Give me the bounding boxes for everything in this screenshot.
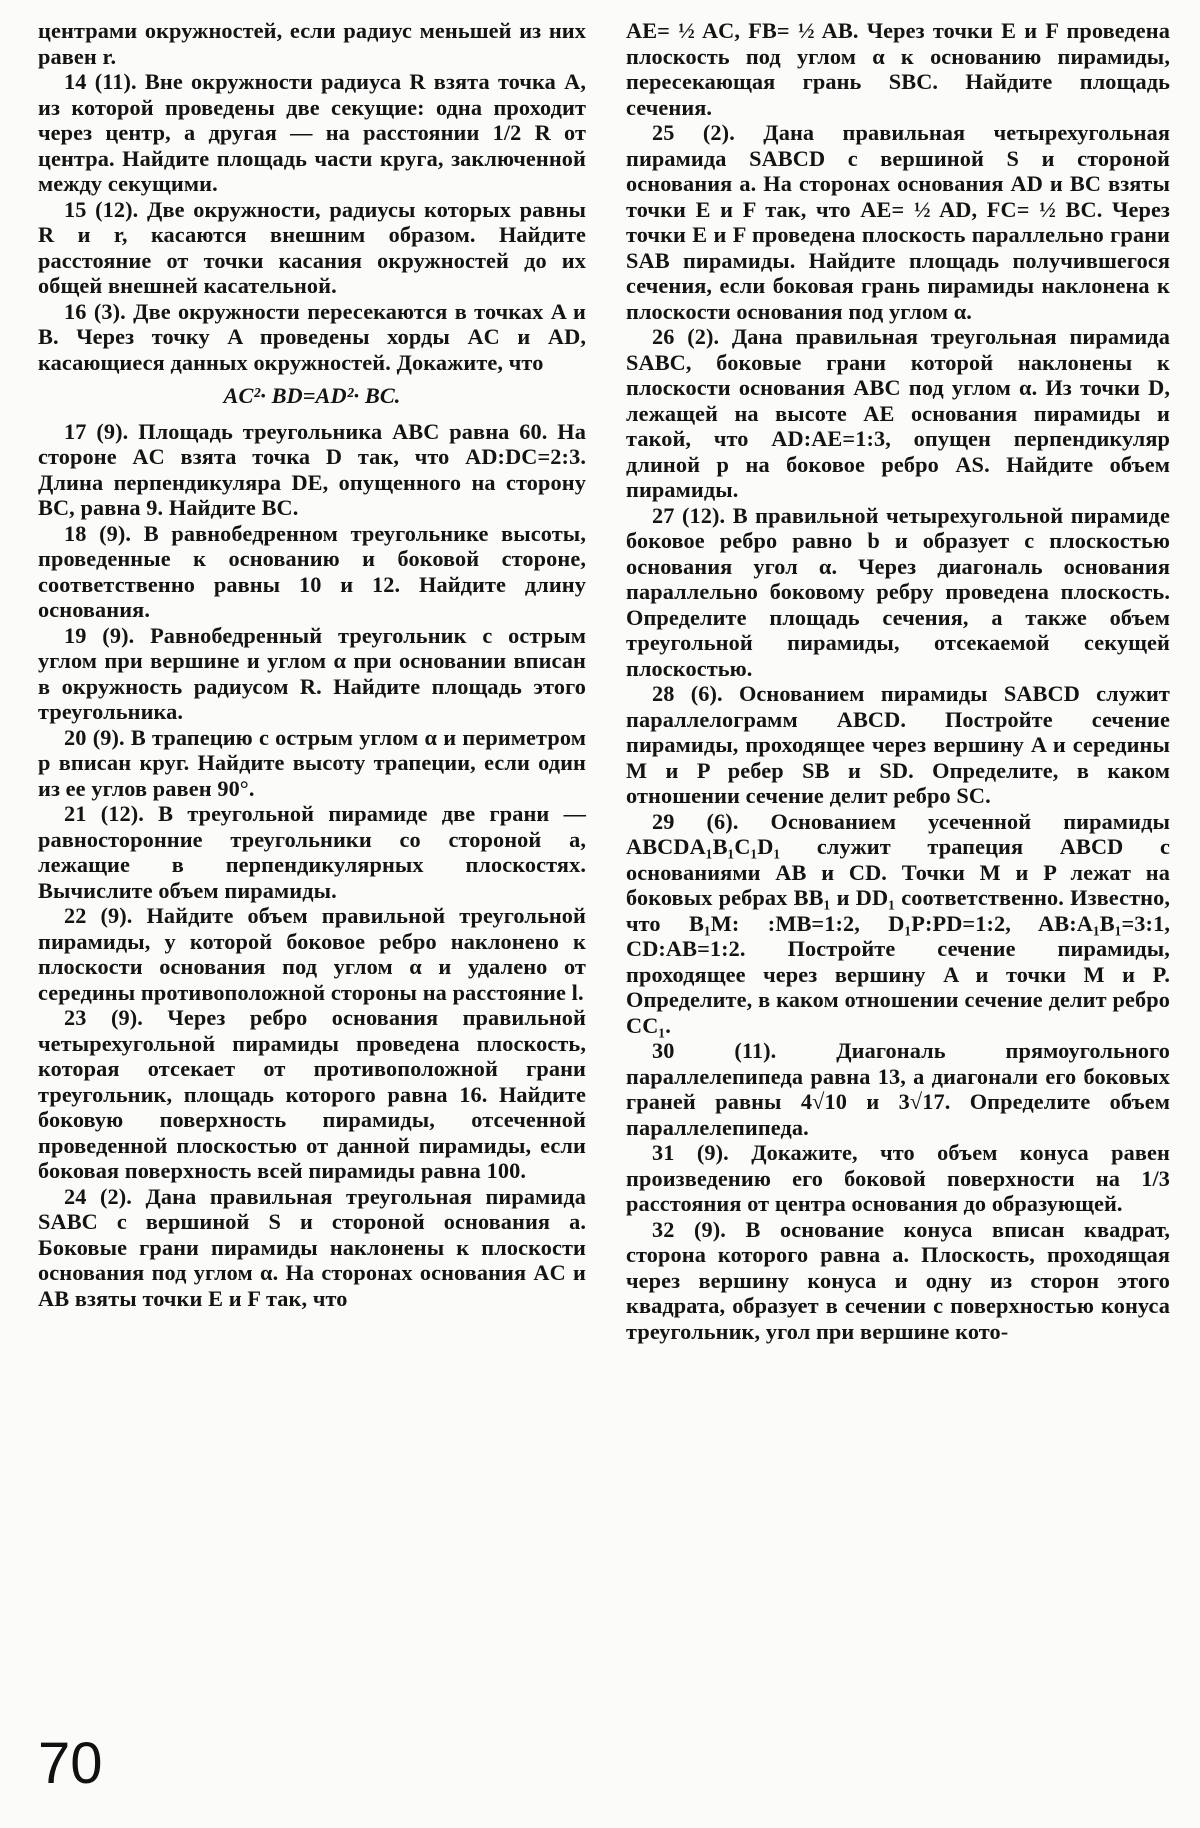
problem-31: 31 (9). Докажите, что объем конуса равен произведению его боковой поверхности на 1/3 расстояния от центра основания до образующей. [626, 1140, 1170, 1216]
problem-16: 16 (3). Две окружности пересекаются в точках A и B. Через точку A проведены хорды AC и AD, касающиеся данных окружностей. Докажите, что [38, 298, 586, 375]
problem-24-continuation: AE= ½ AC, FB= ½ AB. Через точки E и F проведена плоскость под углом α к основанию пирамиды, пересекающая грань SBC. Найдите площадь сечения. [626, 18, 1170, 120]
page-number: 70 [38, 1731, 103, 1796]
problem-23: 23 (9). Через ребро основания правильной четырехугольной пирамиды проведена плоскость, которая отсекает от противоположной грани треугольник, площадь которого равна 16. Найдите боковую поверхность пирамиды, отсеченной проведенной плоскостью от данной пирамиды, если боковая поверхность всей пирамиды равна 100. [38, 1005, 586, 1183]
left-column [38, 18, 586, 1311]
problem-32: 32 (9). В основание конуса вписан квадрат, сторона которого равна a. Плоскость, проходящая через вершину конуса и одну из сторон этого квадрата, образует в сечении с поверхностью конуса треугольник, угол при вершине кото- [626, 1216, 1170, 1344]
right-column [626, 18, 1170, 1344]
problem-20: 20 (9). В трапецию с острым углом α и периметром p вписан круг. Найдите высоту трапеции, если один из ее углов равен 90°. [38, 724, 586, 801]
problem-14: 14 (11). Вне окружности радиуса R взята точка A, из которой проведены две секущие: одна проходит через центр, а другая — на расстоянии 1/2 R от центра. Найдите площадь части круга, заключенной между секущими. [38, 69, 586, 196]
problem-27: 27 (12). В правильной четырехугольной пирамиде боковое ребро равно b и образует с плоскостью основания угол α. Через диагональ основания параллельно боковому ребру проведена плоскость. Определите площадь сечения, а также объем треугольной пирамиды, отсекаемой секущей плоскостью. [626, 502, 1170, 681]
formula-16: AC²· BD=AD²· BC. [223, 383, 401, 408]
problem-24: 24 (2). Дана правильная треугольная пирамида SABC с вершиной S и стороной основания a. Боковые грани пирамиды наклонены к плоскости основания под углом α. На сторонах основания AC и AB взяты точки E и F так, что [38, 1183, 586, 1311]
problem-28: 28 (6). Основанием пирамиды SABCD служит параллелограмм ABCD. Постройте сечение пирамиды, проходящее через вершину A и середины M и P ребер SB и SD. Определите, в каком отношении сечение делит ребро SC. [626, 681, 1170, 808]
problem-29: 29 (6). Основанием усеченной пирамиды ABCDA₁B₁C₁D₁ служит трапеция ABCD с основаниями AB и CD. Точки M и P лежат на боковых ребрах BB₁ и DD₁ соответственно. Известно, что B₁M: :MB=1:2, D₁P:PD=1:2, AB:A₁B₁=3:1, CD:AB=1:2. Постройте сечение пирамиды, проходящее через вершину A и точки M и P. Определите, в каком отношении сечение делит ребро CC₁. [626, 808, 1170, 1038]
problem-15: 15 (12). Две окружности, радиусы которых равны R и r, касаются внешним образом. Найдите расстояние от точки касания окружностей до их общей внешней касательной. [38, 196, 586, 298]
problem-17: 17 (9). Площадь треугольника ABC равна 60. На стороне AC взята точка D так, что AD:DC=2:3. Длина перпендикуляра DE, опущенного на сторону BC, равна 9. Найдите BC. [38, 418, 586, 520]
problem-25: 25 (2). Дана правильная четырехугольная пирамида SABCD с вершиной S и стороной основания a. На сторонах основания AD и BC взяты точки E и F так, что AE= ½ AD, FC= ½ BC. Через точки E и F проведена плоскость параллельно грани SAB пирамиды. Найдите площадь получившегося сечения, если боковая грань пирамиды наклонена к плоскости основания под углом α. [626, 120, 1170, 324]
problem-21: 21 (12). В треугольной пирамиде две грани — равносторонние треугольники со стороной a, лежащие в перпендикулярных плоскостях. Вычислите объем пирамиды. [38, 801, 586, 903]
paragraph-continuation: центрами окружностей, если радиус меньшей из них равен r. [38, 18, 586, 69]
problem-30: 30 (11). Диагональ прямоугольного параллелепипеда равна 13, а диагонали его боковых граней равны 4√10 и 3√17. Определите объем параллелепипеда. [626, 1038, 1170, 1140]
problem-22: 22 (9). Найдите объем правильной треугольной пирамиды, у которой боковое ребро наклонено к плоскости основания под углом α и удалено от середины противоположной стороны на расстояние l. [38, 903, 586, 1005]
problem-26: 26 (2). Дана правильная треугольная пирамида SABC, боковые грани которой наклонены к плоскости основания ABC под углом α. Из точки D, лежащей на высоте AE основания пирамиды и такой, что AD:AE=1:3, опущен перпендикуляр длиной p на боковое ребро AS. Найдите объем пирамиды. [626, 324, 1170, 502]
problem-19: 19 (9). Равнобедренный треугольник с острым углом при вершине и углом α при основании вписан в окружность радиусом R. Найдите площадь этого треугольника. [38, 622, 586, 724]
problem-18: 18 (9). В равнобедренном треугольнике высоты, проведенные к основанию и боковой стороне, соответственно равны 10 и 12. Найдите длину основания. [38, 520, 586, 622]
